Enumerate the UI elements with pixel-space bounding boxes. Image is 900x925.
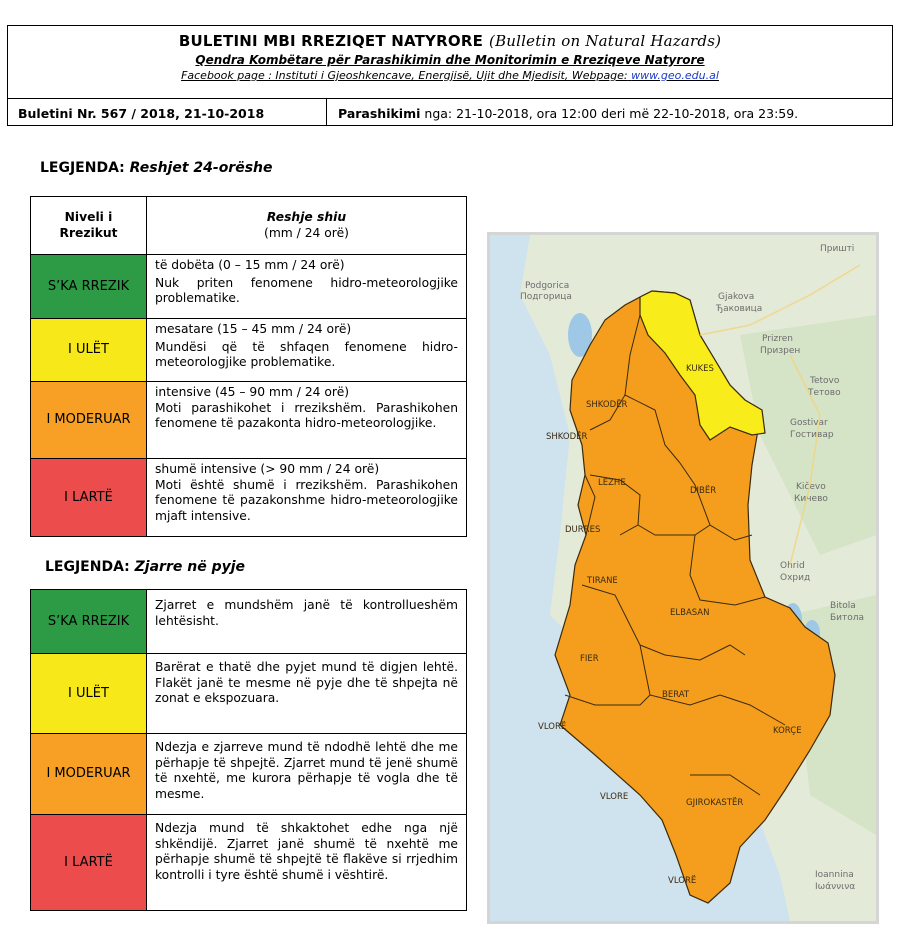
place-label: Kičevo [796, 482, 826, 492]
place-label: Ioannina [815, 870, 854, 880]
place-label: Тетово [808, 388, 841, 398]
bulletin-header [7, 25, 893, 126]
forecast-label: Parashikimi [338, 106, 421, 121]
level-cell: S’KA RREZIK [31, 590, 147, 654]
contact-line [8, 69, 892, 82]
rain-title: Reshje shiu [266, 210, 347, 224]
forecast-period [338, 106, 798, 121]
legend-subtitle: Reshjet 24-orëshe [129, 160, 273, 176]
level-cell: I ULËT [31, 319, 147, 382]
description-cell: Zjarret e mundshëm janë të kontrollueshëm lehtësisht. [147, 590, 467, 654]
region-label: DIBËR [690, 486, 717, 496]
forecast-text: nga: 21-10-2018, ora 12:00 deri më 22-10-2018, ora 23:59. [424, 106, 799, 121]
rain-legend-heading [40, 160, 273, 176]
level-cell: I LARTË [31, 459, 147, 537]
level-cell: I LARTË [31, 815, 147, 911]
level-cell: S’KA RREZIK [31, 255, 147, 319]
place-label: Битола [830, 613, 865, 623]
legend-label: LEGJENDA: [45, 559, 130, 575]
description-cell [147, 255, 467, 319]
place-label: Ιωάννινα [815, 882, 856, 892]
place-label: Podgorica [525, 281, 570, 291]
description-cell: Barërat e thatë dhe pyjet mund të digjen lehtë. Flakët janë te mesme në pyje dhe të shpejta në zonat e ekspozuara. [147, 654, 467, 734]
rain-range: mesatare (15 – 45 mm / 24 orë) [155, 322, 352, 336]
region-label: KUKES [686, 364, 714, 374]
description-cell [147, 382, 467, 459]
website-link[interactable]: www.geo.edu.al [631, 69, 719, 82]
description-cell: Ndezja mund të shkaktohet edhe nga një shkëndijë. Zjarret janë shumë të nxehtë me përhapje shumë të shpejtë të flakëve si rrjedhim kontrolli i tyre është shumë i vështirë. [147, 815, 467, 911]
place-label: Гостивар [790, 430, 834, 440]
rain-text: Moti parashikohet i rrezikshëm. Parashikohen fenomene të pazakonta hidro-meteorologjike. [155, 400, 458, 430]
place-label: Подгорица [520, 292, 572, 302]
legend-label: LEGJENDA: [40, 160, 125, 176]
bulletin-title [8, 32, 892, 50]
place-label: Призрен [760, 346, 801, 356]
rain-range: të dobëta (0 – 15 mm / 24 orë) [155, 258, 345, 272]
rain-range: intensive (45 – 90 mm / 24 orë) [155, 385, 350, 399]
rain-legend-table [30, 196, 467, 537]
rain-unit: (mm / 24 orë) [264, 225, 349, 240]
facebook-text: Facebook page : Instituti i Gjeoshkencave, Energjisë, Ujit dhe Mjedisit, Webpage: [181, 69, 628, 82]
region-label: SHKODËR [586, 400, 628, 410]
place-label: Ђаковица [716, 304, 763, 314]
region-label: VLORË [538, 722, 567, 732]
description-cell [147, 459, 467, 537]
region-label: TIRANE [587, 576, 618, 586]
description-cell: Ndezja e zjarreve mund të ndodhë lehtë dhe me përhapje të shpejtë. Zjarret mund të jenë shumë të nxehtë, me kurora përhapje të vogla dhe të mesme. [147, 734, 467, 815]
level-cell: I MODERUAR [31, 382, 147, 459]
title-english: (Bulletin on Natural Hazards) [489, 32, 722, 50]
bulletin-number: Buletini Nr. 567 / 2018, 21-10-2018 [18, 106, 265, 121]
title-text: BULETINI MBI RREZIQET NATYRORE [178, 32, 484, 50]
hazard-map [487, 232, 879, 924]
region-label: KORÇE [773, 726, 802, 736]
header-divider [8, 98, 892, 99]
region-label: LEZHE [598, 478, 626, 488]
region-label: ELBASAN [670, 608, 710, 618]
col-header-level: Niveli i Rrezikut [31, 197, 147, 255]
place-label: Prizren [762, 334, 793, 344]
region-label: VLORE [600, 792, 629, 802]
rain-text: Moti është shumë i rrezikshëm. Parashikohen fenomene të pazakonshme hidro-meteorologjike mjaft intensive. [155, 477, 458, 523]
region-label: GJIROKASTËR [686, 798, 744, 808]
place-label: Gjakova [718, 292, 755, 302]
region-label: VLORË [668, 876, 697, 886]
albania-map [490, 235, 876, 921]
region-label: BERAT [662, 690, 690, 700]
region-label: FIER [580, 654, 599, 664]
fire-legend-heading [45, 559, 245, 575]
col-header-rain [147, 197, 467, 255]
rain-text: Nuk priten fenomene hidro-meteorologjike problematike. [155, 275, 458, 305]
rain-text: Mundësi që të shfaqen fenomene hidro-meteorologjike problematike. [155, 339, 458, 369]
fire-legend-table [30, 589, 467, 911]
legend-subtitle: Zjarre në pyje [134, 559, 246, 575]
place-label: Кичево [794, 494, 828, 504]
place-label: Bitola [830, 601, 856, 611]
agency-name: Qendra Kombëtare për Parashikimin dhe Monitorimin e Rreziqeve Natyrore [195, 53, 705, 67]
header-column-divider [326, 98, 327, 125]
place-label: Gostivar [790, 418, 828, 428]
place-label: Tetovo [810, 376, 840, 386]
level-cell: I MODERUAR [31, 734, 147, 815]
description-cell [147, 319, 467, 382]
place-label: Приштi [820, 244, 855, 254]
region-label: SHKODËR [546, 432, 588, 442]
level-cell: I ULËT [31, 654, 147, 734]
place-label: Охрид [780, 573, 811, 583]
rain-range: shumë intensive (> 90 mm / 24 orë) [155, 462, 380, 476]
place-label: Ohrid [780, 561, 805, 571]
region-label: DURRES [565, 525, 601, 535]
